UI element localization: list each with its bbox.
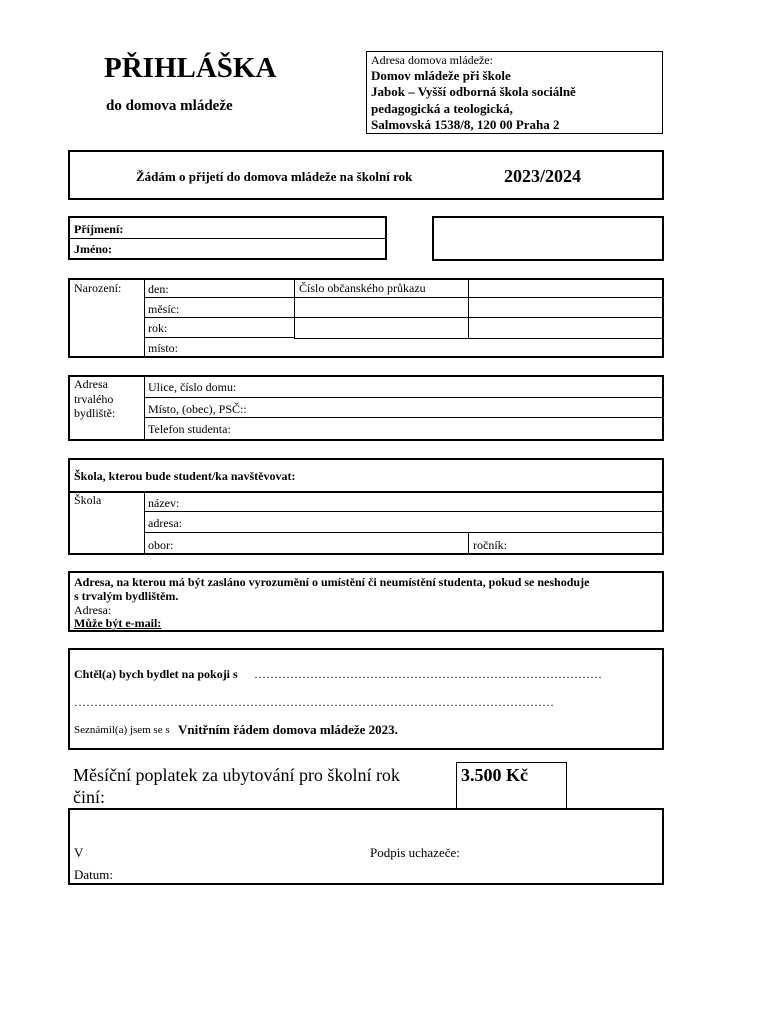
divider xyxy=(144,377,145,439)
street-label: Ulice, číslo domu: xyxy=(148,380,237,394)
permanent-address-label-1: Adresa xyxy=(74,377,108,391)
birth-place-label: místo: xyxy=(148,341,179,355)
dormitory-address-label: Adresa domova mládeže: xyxy=(371,53,493,67)
divider xyxy=(144,492,145,553)
street-field[interactable] xyxy=(250,377,660,395)
dormitory-address-line-3: pedagogická a teologická, xyxy=(371,101,513,116)
birth-month-field[interactable] xyxy=(190,299,290,315)
school-field-field[interactable] xyxy=(180,533,465,551)
notification-address-field[interactable] xyxy=(120,600,660,614)
signature-label: Podpis uchazeče: xyxy=(370,845,460,860)
birth-label: Narození: xyxy=(74,281,122,295)
fee-amount-box xyxy=(456,762,567,809)
notification-email-label: Může být e-mail: xyxy=(74,616,162,630)
permanent-address-label-2: trvalého xyxy=(74,392,114,406)
roommate-dots[interactable]: …………………………………………………………………………… xyxy=(254,667,602,681)
signature-field[interactable] xyxy=(480,840,660,860)
acknowledge-rules: Vnitřním řádem domova mládeže 2023. xyxy=(178,722,398,737)
city-field[interactable] xyxy=(260,397,660,415)
phone-label: Telefon studenta: xyxy=(148,422,231,436)
dormitory-address-box xyxy=(366,51,663,134)
dormitory-address-line-2: Jabok – Vyšší odborná škola sociálně xyxy=(371,84,576,99)
school-name-label: název: xyxy=(148,496,180,510)
date-field[interactable] xyxy=(122,863,362,881)
fee-text-line-2: činí: xyxy=(73,787,105,807)
notification-email-field[interactable] xyxy=(175,614,660,629)
place-field[interactable] xyxy=(90,840,360,860)
request-box xyxy=(68,150,664,200)
surname-label: Příjmení: xyxy=(74,222,124,236)
surname-field[interactable] xyxy=(180,218,380,236)
divider xyxy=(144,280,145,356)
firstname-field[interactable] xyxy=(180,239,380,257)
school-year: 2023/2024 xyxy=(504,166,582,186)
school-field-label: obor: xyxy=(148,538,174,552)
acknowledge-prefix: Seznámil(a) jsem se s xyxy=(74,724,170,736)
birth-year-field[interactable] xyxy=(180,318,290,334)
school-label: Škola xyxy=(74,493,102,507)
birth-month-label: měsíc: xyxy=(148,302,180,316)
city-label: Místo, (obec), PSČ:: xyxy=(148,402,247,416)
notification-text-line-1: Adresa, na kterou má být zasláno vyrozumění o umístění či neumístění studenta, pokud se neshoduje xyxy=(74,575,590,589)
dormitory-address-line-1: Domov mládeže při škole xyxy=(371,68,511,83)
birth-place-field[interactable] xyxy=(190,338,640,354)
place-label: V xyxy=(74,845,84,860)
phone-field[interactable] xyxy=(250,418,660,436)
photo-box[interactable] xyxy=(432,216,664,261)
birth-year-label: rok: xyxy=(148,321,168,335)
school-grade-label: ročník: xyxy=(473,538,507,552)
roommate-label: Chtěl(a) bych bydlet na pokoji s xyxy=(74,667,238,681)
school-grade-field[interactable] xyxy=(512,533,660,551)
dormitory-address-line-4: Salmovská 1538/8, 120 00 Praha 2 xyxy=(371,117,560,132)
permanent-address-label-3: bydliště: xyxy=(74,406,116,420)
birth-day-field[interactable] xyxy=(180,280,290,296)
form-subtitle: do domova mládeže xyxy=(106,98,233,114)
divider xyxy=(144,297,662,298)
id-card-label: Číslo občanského průkazu xyxy=(299,281,426,295)
request-text: Žádám o přijetí do domova mládeže na školní rok xyxy=(136,169,413,184)
school-address-label: adresa: xyxy=(148,516,182,530)
birth-day-label: den: xyxy=(148,282,169,296)
notification-address-label: Adresa: xyxy=(74,603,112,617)
school-heading: Škola, kterou bude student/ka navštěvovat: xyxy=(74,469,296,483)
divider xyxy=(468,532,469,553)
divider xyxy=(294,280,295,339)
school-address-field[interactable] xyxy=(190,512,660,530)
roommate-dots-line-2[interactable]: ………………………………………………………………………………………………………… xyxy=(74,695,554,709)
fee-amount: 3.500 Kč xyxy=(461,765,528,785)
id-card-field[interactable] xyxy=(468,280,660,296)
room-box xyxy=(68,648,664,750)
school-name-field[interactable] xyxy=(190,492,660,510)
form-title: PŘIHLÁŠKA xyxy=(104,52,277,84)
firstname-label: Jméno: xyxy=(74,242,112,256)
notification-text-line-2: s trvalým bydlištěm. xyxy=(74,589,179,603)
date-label: Datum: xyxy=(74,867,113,882)
fee-text-line-1: Měsíční poplatek za ubytování pro školní rok xyxy=(73,765,400,785)
